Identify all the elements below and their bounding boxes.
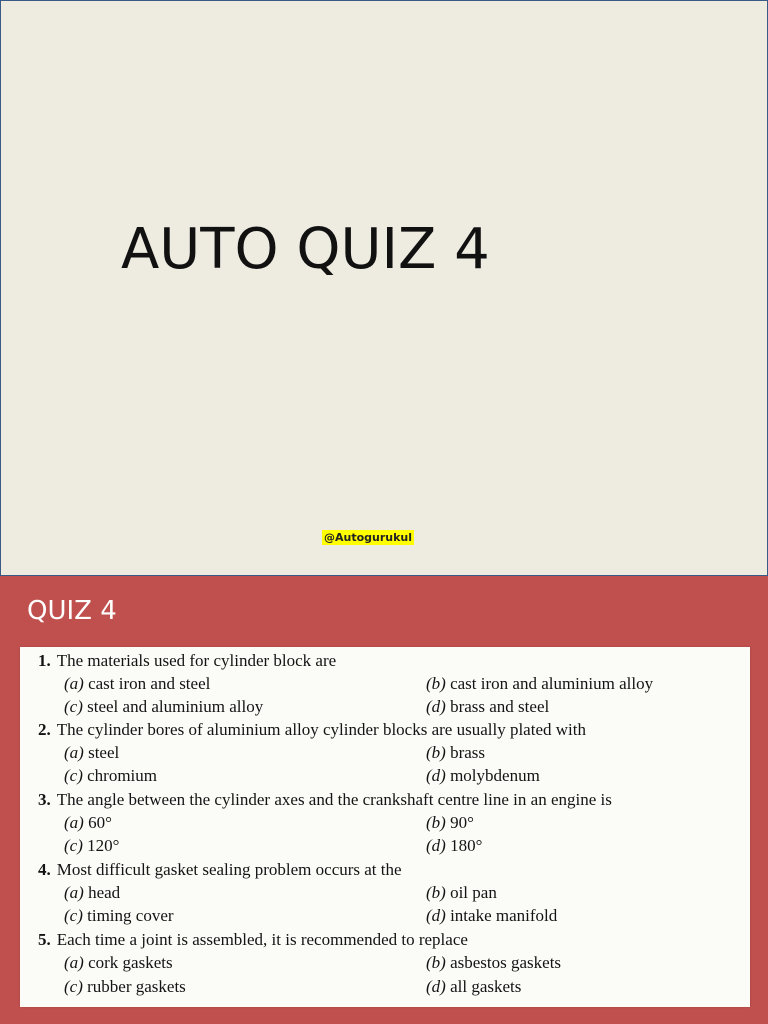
question-5 [38, 930, 468, 950]
author-handle: @Autogurukul [324, 531, 413, 544]
option-text: timing cover [87, 906, 174, 925]
option-letter: (c) [64, 697, 83, 716]
option-text: molybdenum [450, 766, 540, 785]
option-4b [426, 883, 497, 903]
quiz-slide [0, 576, 768, 1024]
question-number: 1. [38, 651, 51, 670]
question-text: The cylinder bores of aluminium alloy cylinder blocks are usually plated with [56, 720, 586, 739]
option-3a [64, 813, 112, 833]
option-letter: (d) [426, 697, 446, 716]
question-sheet [20, 647, 750, 1007]
option-letter: (a) [64, 674, 84, 693]
option-text: head [88, 883, 121, 902]
option-letter: (b) [426, 743, 446, 762]
option-text: cast iron and steel [88, 674, 211, 693]
question-3 [38, 790, 612, 810]
option-letter: (b) [426, 813, 446, 832]
option-letter: (b) [426, 883, 446, 902]
option-3c [64, 836, 119, 856]
option-4a [64, 883, 120, 903]
option-letter: (d) [426, 766, 446, 785]
option-letter: (a) [64, 883, 84, 902]
option-letter: (d) [426, 977, 446, 996]
slide-title: AUTO QUIZ 4 [121, 217, 490, 282]
option-text: asbestos gaskets [450, 953, 562, 972]
option-2b [426, 743, 485, 763]
option-1b [426, 674, 653, 694]
option-text: brass and steel [450, 697, 550, 716]
question-text: Most difficult gasket sealing problem occurs at the [56, 860, 402, 879]
option-2a [64, 743, 119, 763]
option-letter: (a) [64, 813, 84, 832]
option-5d [426, 977, 521, 997]
option-text: 180° [450, 836, 483, 855]
option-text: brass [450, 743, 486, 762]
question-number: 3. [38, 790, 51, 809]
question-text: The angle between the cylinder axes and the crankshaft centre line in an engine is [56, 790, 612, 809]
option-text: cast iron and aluminium alloy [450, 674, 654, 693]
option-text: rubber gaskets [87, 977, 186, 996]
question-text: The materials used for cylinder block are [56, 651, 337, 670]
option-text: chromium [87, 766, 158, 785]
option-5a [64, 953, 173, 973]
option-2c [64, 766, 157, 786]
option-3b [426, 813, 474, 833]
option-letter: (d) [426, 836, 446, 855]
question-text: Each time a joint is assembled, it is recommended to replace [56, 930, 468, 949]
option-1a [64, 674, 210, 694]
option-letter: (a) [64, 743, 84, 762]
option-letter: (c) [64, 977, 83, 996]
option-5b [426, 953, 561, 973]
option-letter: (d) [426, 906, 446, 925]
option-5c [64, 977, 186, 997]
question-1 [38, 651, 336, 671]
option-4d [426, 906, 557, 926]
option-letter: (c) [64, 766, 83, 785]
option-text: cork gaskets [88, 953, 173, 972]
option-text: steel [88, 743, 120, 762]
option-3d [426, 836, 482, 856]
option-text: 120° [87, 836, 120, 855]
option-4c [64, 906, 174, 926]
question-4 [38, 860, 402, 880]
option-text: 60° [88, 813, 112, 832]
option-2d [426, 766, 540, 786]
question-2 [38, 720, 586, 740]
option-text: 90° [450, 813, 474, 832]
option-letter: (b) [426, 953, 446, 972]
question-number: 4. [38, 860, 51, 879]
option-letter: (c) [64, 906, 83, 925]
option-letter: (c) [64, 836, 83, 855]
quiz-slide-title: QUIZ 4 [27, 596, 117, 626]
option-letter: (a) [64, 953, 84, 972]
question-number: 5. [38, 930, 51, 949]
option-1d [426, 697, 549, 717]
question-number: 2. [38, 720, 51, 739]
option-1c [64, 697, 263, 717]
option-text: oil pan [450, 883, 497, 902]
option-text: intake manifold [450, 906, 558, 925]
option-text: all gaskets [450, 977, 522, 996]
option-letter: (b) [426, 674, 446, 693]
option-text: steel and aluminium alloy [87, 697, 264, 716]
